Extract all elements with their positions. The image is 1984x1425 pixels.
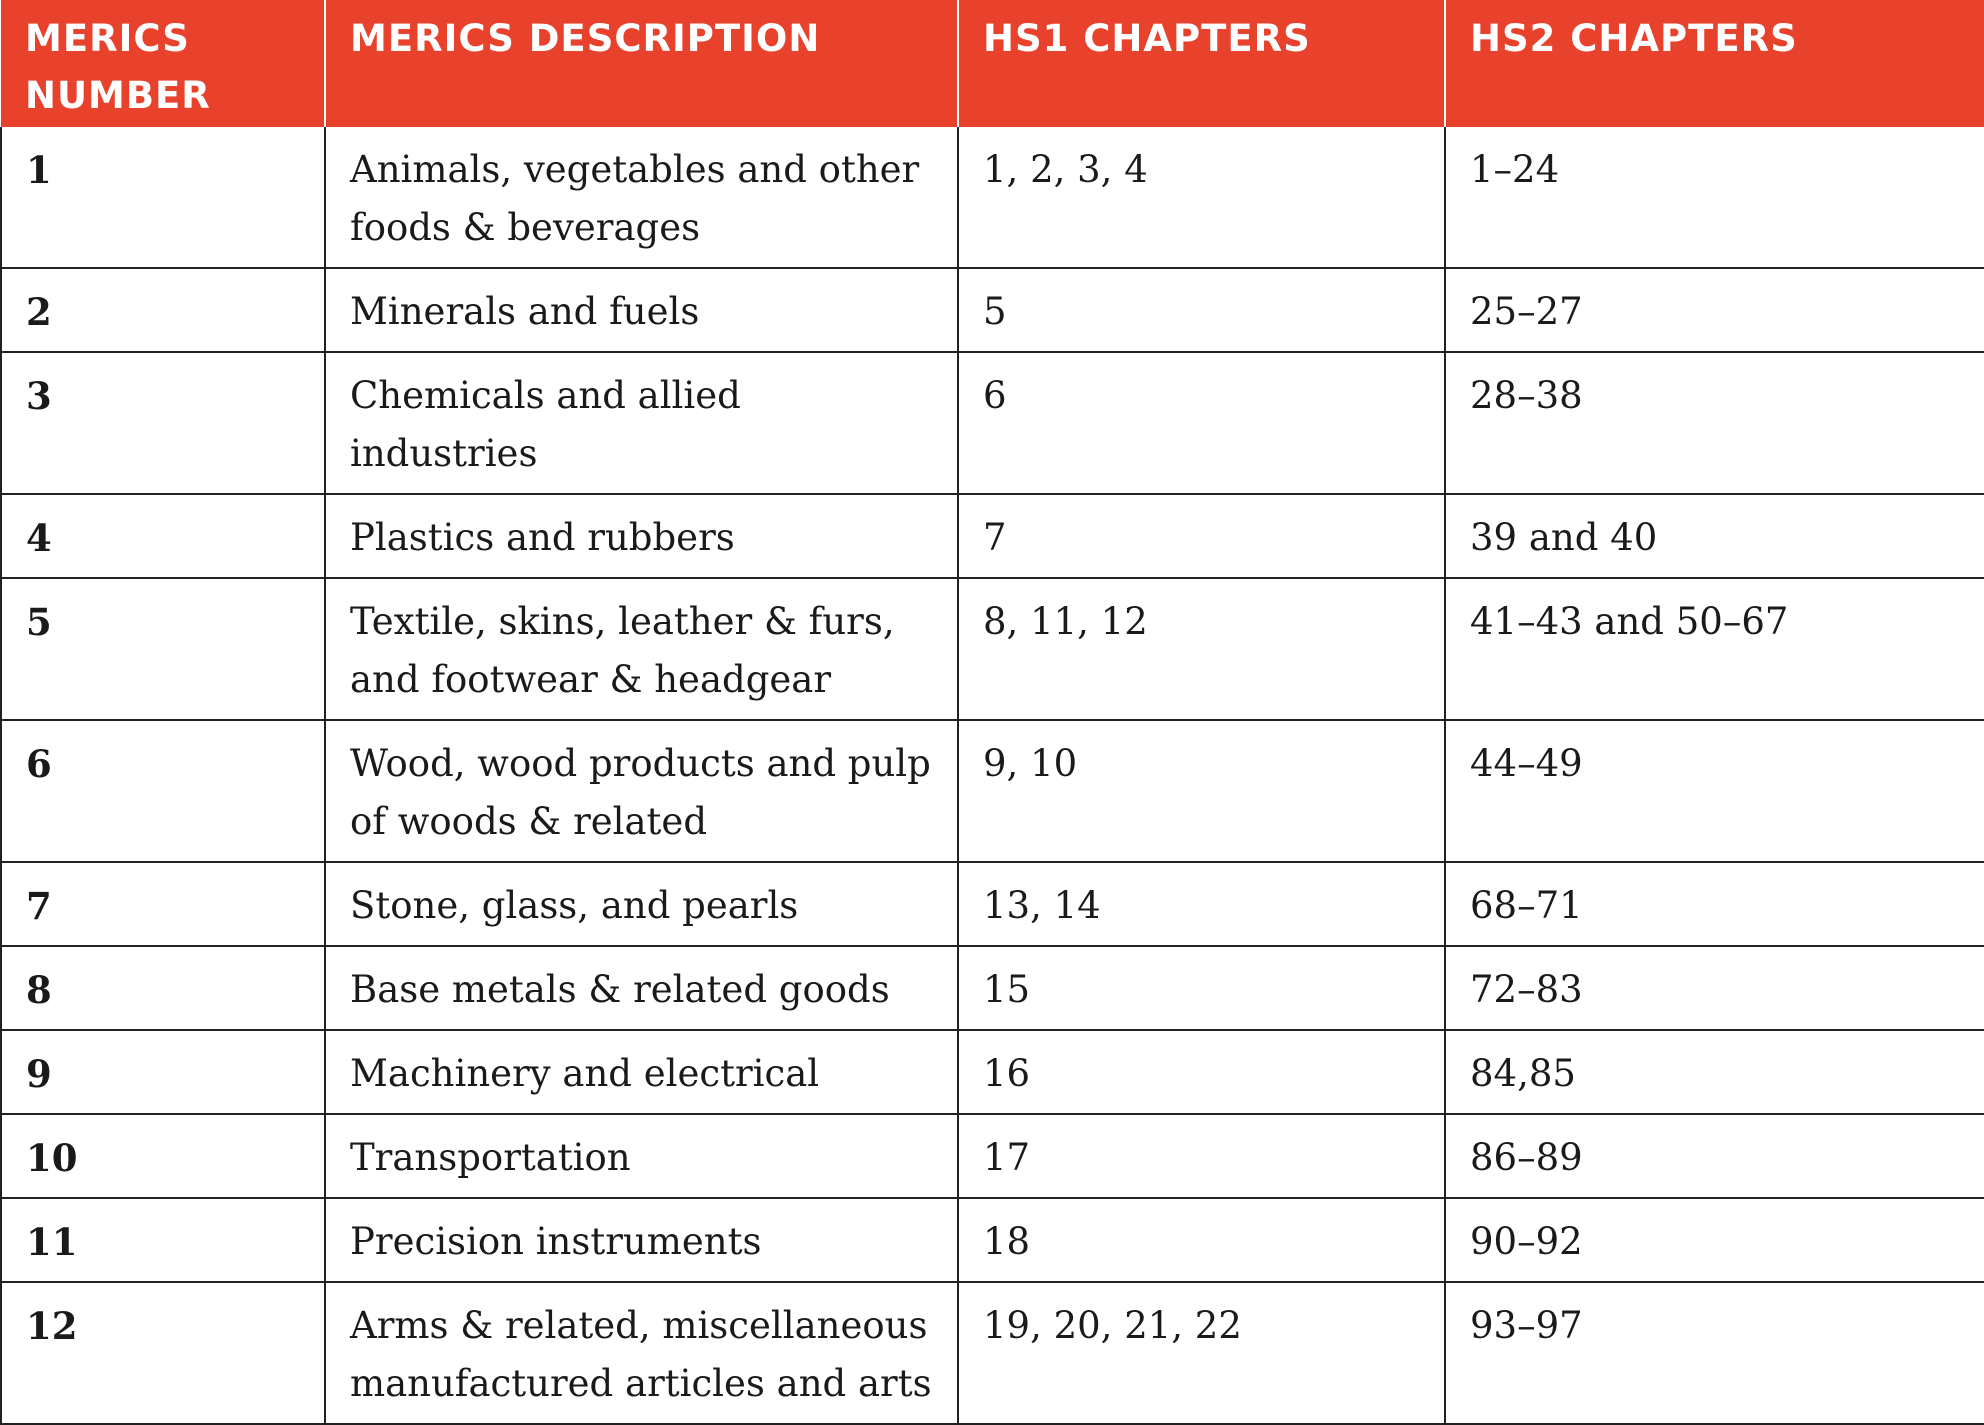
header-hs1-chapters: HS1 CHAPTERS [958,0,1445,127]
hs1-cell: 18 [958,1198,1445,1282]
description-cell: Textile, skins, leather & furs, and footwear & headgear [325,578,958,720]
description-cell: Arms & related, miscellaneous manufactured articles and arts [325,1282,958,1424]
table-row [1,352,1984,494]
hs2-cell: 41–43 and 50–67 [1445,578,1984,720]
hs1-cell: 9, 10 [958,720,1445,862]
hs2-cell: 68–71 [1445,862,1984,946]
merics-number-cell: 12 [1,1282,325,1424]
table-row [1,494,1984,578]
table-row [1,1198,1984,1282]
description-cell: Precision instruments [325,1198,958,1282]
description-cell: Plastics and rubbers [325,494,958,578]
hs1-cell: 7 [958,494,1445,578]
hs2-cell: 39 and 40 [1445,494,1984,578]
hs2-cell: 72–83 [1445,946,1984,1030]
hs1-cell: 5 [958,268,1445,352]
merics-number-cell: 5 [1,578,325,720]
description-cell: Minerals and fuels [325,268,958,352]
hs2-cell: 25–27 [1445,268,1984,352]
merics-number-cell: 9 [1,1030,325,1114]
hs1-cell: 16 [958,1030,1445,1114]
hs2-cell: 86–89 [1445,1114,1984,1198]
merics-number-cell: 4 [1,494,325,578]
description-cell: Base metals & related goods [325,946,958,1030]
header-merics-description: MERICS DESCRIPTION [325,0,958,127]
hs1-cell: 17 [958,1114,1445,1198]
header-hs2-chapters: HS2 CHAPTERS [1445,0,1984,127]
hs1-cell: 8, 11, 12 [958,578,1445,720]
description-cell: Animals, vegetables and other foods & beverages [325,127,958,268]
description-cell: Transportation [325,1114,958,1198]
table-row [1,1030,1984,1114]
hs2-cell: 90–92 [1445,1198,1984,1282]
header-merics-number-line1: MERICS [25,17,190,60]
table-row [1,720,1984,862]
hs2-cell: 44–49 [1445,720,1984,862]
table-row [1,862,1984,946]
merics-number-cell: 7 [1,862,325,946]
table-body [1,127,1984,1424]
header-merics-number [1,0,325,127]
table-header [1,0,1984,127]
merics-number-cell: 1 [1,127,325,268]
table-row [1,1282,1984,1424]
hs2-cell: 93–97 [1445,1282,1984,1424]
hs1-cell: 13, 14 [958,862,1445,946]
table-row [1,1114,1984,1198]
merics-number-cell: 2 [1,268,325,352]
merics-number-cell: 6 [1,720,325,862]
merics-number-cell: 3 [1,352,325,494]
hs1-cell: 19, 20, 21, 22 [958,1282,1445,1424]
description-cell: Wood, wood products and pulp of woods & related [325,720,958,862]
description-cell: Stone, glass, and pearls [325,862,958,946]
hs2-cell: 84,85 [1445,1030,1984,1114]
hs2-cell: 28–38 [1445,352,1984,494]
table-row [1,946,1984,1030]
hs1-cell: 1, 2, 3, 4 [958,127,1445,268]
merics-number-cell: 8 [1,946,325,1030]
merics-number-cell: 11 [1,1198,325,1282]
description-cell: Machinery and electrical [325,1030,958,1114]
table-row [1,127,1984,268]
header-row [1,0,1984,127]
hs1-cell: 15 [958,946,1445,1030]
merics-number-cell: 10 [1,1114,325,1198]
description-cell: Chemicals and allied industries [325,352,958,494]
header-merics-number-line2: NUMBER [25,74,211,117]
table-row [1,578,1984,720]
table-row [1,268,1984,352]
hs1-cell: 6 [958,352,1445,494]
hs2-cell: 1–24 [1445,127,1984,268]
